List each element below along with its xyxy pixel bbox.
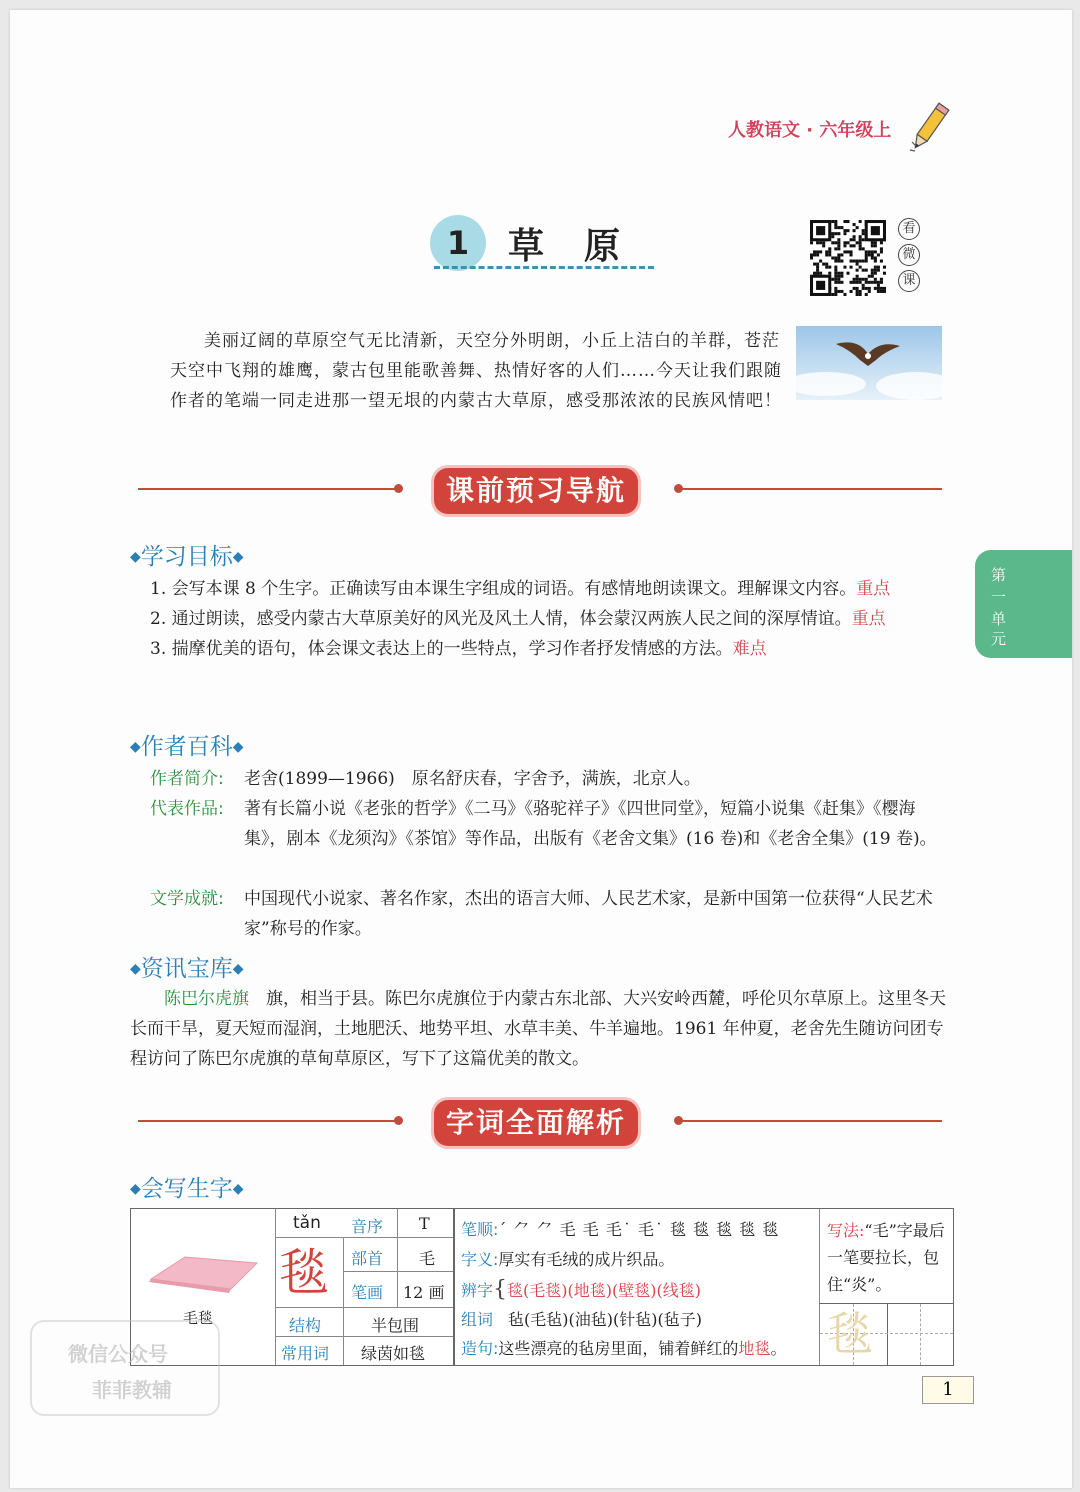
- intro-paragraph: 美丽辽阔的草原空气无比清新，天空分外明朗，小丘上洁白的羊群，苍茫天空中飞翔的雄鹰，蒙古包里能歌善舞、热情好客的人们……今天让我们跟随作者的笔端一同走进那一望无垠的内蒙古大草原，感受那浓浓的民族风情吧！: [170, 331, 782, 411]
- stroke-order-row: 笔顺:ˊ ⺈ ⺈ 毛 毛 毛˙ 毛˙ 毯 毯 毯 毯 毯: [461, 1220, 780, 1239]
- meaning-row: 字义:厚实有毛绒的成片织品。: [461, 1250, 675, 1269]
- side-tab-char: 元: [991, 630, 1007, 648]
- goals-heading: ◆学习目标◆: [130, 544, 244, 570]
- practice-guide: [920, 1304, 921, 1365]
- watermark: 微信公众号 菲菲教辅: [30, 1320, 220, 1416]
- pencil-icon: [906, 98, 952, 158]
- series-title: 人教语文 · 六年级上: [728, 120, 892, 141]
- section-banner-analysis: 字词全面解析: [434, 1100, 638, 1146]
- goals-list: [150, 574, 956, 664]
- char-table: [130, 1208, 954, 1366]
- lesson-title: 草原: [508, 225, 661, 267]
- image-caption: 毛毯: [183, 1309, 214, 1327]
- blanket-image: [145, 1249, 261, 1299]
- eagle-sky-image: [796, 326, 942, 400]
- banner-rule: [678, 488, 942, 490]
- info-paragraph: 陈巴尔虎旗 旗，相当于县。陈巴尔虎旗位于内蒙古东北部、大兴安岭西麓，呼伦贝尔草原上。这里冬天长而干旱，夏天短而湿润，土地肥沃、地势平坦、水草丰美、牛羊遍地。1961 年仲夏，老舍先生随访问团专程访问了陈巴尔虎旗的草甸草原区，写下了这篇优美的散文。: [130, 989, 946, 1069]
- page: [10, 10, 1072, 1488]
- label-bushou: 部首: [351, 1249, 384, 1268]
- goal-item: 3. 揣摩优美的语句，体会课文表达上的一些特点，学习作者抒发情感的方法。难点: [150, 639, 767, 659]
- info-heading: ◆资讯宝库◆: [130, 956, 244, 982]
- qr-label-char: 看: [898, 218, 920, 240]
- banner-rule: [678, 1120, 942, 1122]
- label-bihua: 笔画: [351, 1283, 384, 1302]
- qr-label-char: 微: [898, 244, 920, 266]
- goal-item: 1. 会写本课 8 个生字。正确读写由本课生字组成的词语。有感情地朗读课文。理解课文内容。重点: [150, 579, 891, 599]
- banner-dot: [394, 484, 403, 493]
- writing-tip: 写法:“毛”字最后一笔要拉长，包住“炎”。: [827, 1221, 945, 1294]
- page-number: 1: [922, 1376, 974, 1404]
- author-intro-row: 作者简介: 老舍(1899—1966) 原名舒庆春，字舍予，满族，北京人。: [150, 769, 701, 789]
- label-changyong: 常用词: [281, 1344, 330, 1363]
- value-changyong: 绿茵如毯: [361, 1344, 426, 1363]
- value-jiegou: 半包围: [371, 1316, 420, 1335]
- qr-label: [898, 218, 922, 296]
- lesson-number: 1: [430, 215, 486, 271]
- side-tab-char: 一: [991, 588, 1007, 606]
- value-yinxu: T: [419, 1214, 430, 1233]
- practice-char: 毯: [827, 1307, 873, 1361]
- bianzi-row: 辨字{毯(毛毯)(地毯)(壁毯)(线毯): [461, 1277, 701, 1302]
- zaoju-row: 造句:这些漂亮的毡房里面，铺着鲜红的地毯。: [461, 1339, 787, 1358]
- section-banner-preview: 课前预习导航: [434, 468, 638, 514]
- big-char: 毯: [279, 1244, 329, 1302]
- value-bushou: 毛: [419, 1249, 436, 1268]
- pinyin: tǎn: [293, 1213, 321, 1233]
- author-works-row: 代表作品: 著有长篇小说《老张的哲学》《二马》《骆驼祥子》《四世同堂》，短篇小说集《赶集》《樱海集》，剧本《龙须沟》《茶馆》等作品，出版有《老舍文集》(16 卷)和《老舍全集》(19 卷)。: [150, 799, 937, 849]
- label-jiegou: 结构: [289, 1316, 322, 1335]
- unit-side-tab[interactable]: [975, 550, 1072, 658]
- banner-dot: [394, 1116, 403, 1125]
- author-heading: ◆作者百科◆: [130, 734, 244, 760]
- chars-heading: ◆会写生字◆: [130, 1176, 244, 1202]
- value-bihua: 12 画: [403, 1283, 445, 1302]
- qr-code-icon[interactable]: [810, 220, 886, 296]
- side-tab-char: 第: [991, 566, 1007, 584]
- side-tab-char: 单: [991, 610, 1007, 628]
- author-achievement-row: 文学成就: 中国现代小说家、著名作家，杰出的语言大师、人民艺术家，是新中国第一位获得“人民艺术家”称号的作家。: [150, 889, 933, 939]
- banner-rule: [138, 1120, 398, 1122]
- banner-rule: [138, 488, 398, 490]
- zuci-row: 组词 毡(毛毡)(油毡)(针毡)(毡子): [461, 1310, 702, 1329]
- qr-label-char: 课: [898, 270, 920, 292]
- title-underline: [434, 266, 654, 269]
- goal-item: 2. 通过朗读，感受内蒙古大草原美好的风光及风土人情，体会蒙汉两族人民之间的深厚情谊。重点: [150, 609, 886, 629]
- label-yinxu: 音序: [351, 1217, 384, 1236]
